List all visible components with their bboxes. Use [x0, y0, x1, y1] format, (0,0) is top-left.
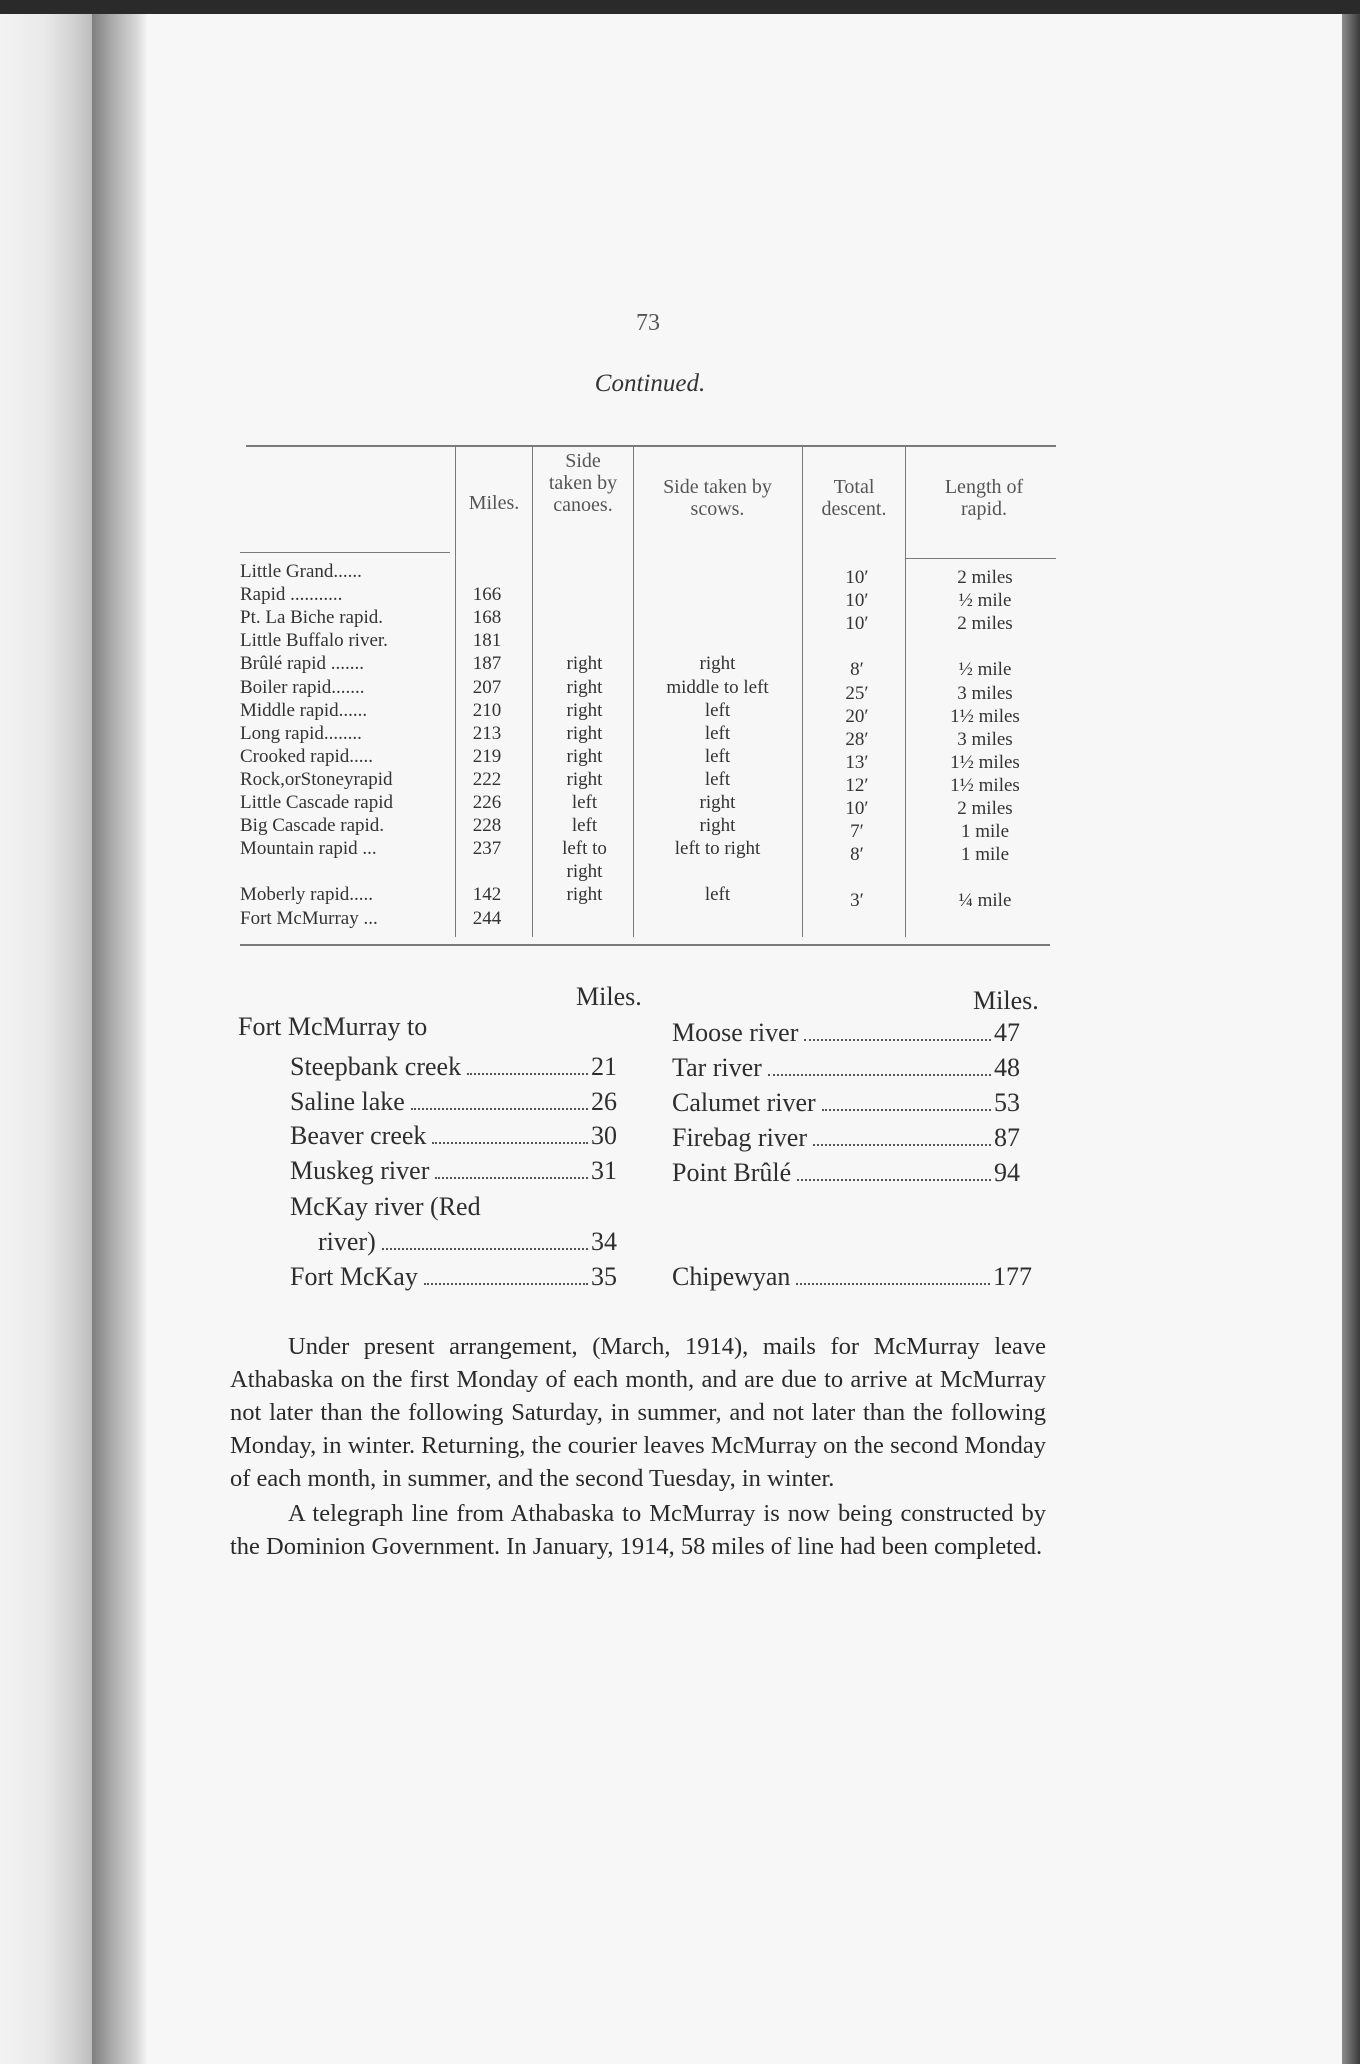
rapid-name: Crooked rapid.....: [240, 745, 373, 767]
place-name: Tar river: [672, 1053, 762, 1082]
column-divider: [633, 447, 634, 937]
cell-miles: 219: [472, 745, 502, 767]
cell-length: ¼ mile: [958, 890, 1012, 912]
distance-miles: 47: [994, 1018, 1020, 1047]
leader-dots: [411, 1108, 588, 1110]
cell-miles: 244: [472, 907, 502, 929]
cell-descent: 10′: [845, 613, 869, 635]
cell-canoes: left: [571, 815, 598, 837]
paragraph: Under present arrangement, (March, 1914), mails for McMurray leave Athabaska on the first Monday of each month, and are due to arrive at McMurray not later than the following Saturday, in summer, and not later than the following Monday, in winter. Returning, the courier leaves McMurray on the second Monday of each month, in summer, and the second Tuesday, in winter.: [230, 1333, 1046, 1492]
cell-miles: 181: [472, 630, 502, 652]
cell-descent: 7′: [850, 821, 864, 843]
distance-entry: [318, 1227, 617, 1257]
cell-descent: 10′: [845, 798, 869, 819]
cell-miles: 210: [472, 699, 502, 721]
cell-miles: 166: [472, 584, 502, 606]
rapid-name: Little Cascade rapid: [240, 792, 393, 813]
cell-scows: left: [704, 745, 731, 767]
cell-canoes: right: [566, 676, 603, 698]
rapid-name: Boiler rapid.......: [240, 676, 365, 698]
rapid-name: Little Grand......: [240, 561, 362, 582]
table-bottom-rule: [240, 944, 1050, 946]
leader-dots: [797, 1179, 991, 1181]
cell-scows: right: [699, 653, 736, 675]
rapid-name: Big Cascade rapid.: [240, 815, 385, 837]
rapid-name: Mountain rapid ...: [240, 838, 377, 860]
cell-scows: right: [699, 792, 736, 813]
body-text: [230, 1330, 1046, 1563]
leader-dots: [424, 1283, 588, 1285]
rapid-name: Long rapid........: [240, 722, 362, 744]
distance-entry: [672, 1158, 1020, 1188]
rapid-name: Rapid ...........: [240, 584, 343, 606]
place-name: Point Brûlé: [672, 1158, 792, 1187]
cell-canoes: right: [566, 699, 603, 721]
paragraph: A telegraph line from Athabaska to McMurray is now being constructed by the Dominion Government. In January, 1914, 58 miles of line had been completed.: [230, 1500, 1046, 1560]
rapid-name: Middle rapid......: [240, 699, 368, 721]
rapid-name: Pt. La Biche rapid.: [240, 607, 383, 629]
cell-length: ½ mile: [958, 659, 1012, 681]
cell-scows: left: [704, 722, 731, 744]
page-number: 73: [636, 310, 660, 336]
leader-dots: [804, 1039, 991, 1041]
cell-canoes: right: [566, 653, 603, 675]
cell-length: 1½ miles: [950, 774, 1020, 796]
cell-miles: 226: [472, 792, 502, 813]
cell-canoes: right: [566, 768, 603, 790]
leader-dots: [768, 1074, 991, 1076]
cell-length: 3 miles: [957, 682, 1013, 704]
scan-top-border: [0, 0, 1360, 14]
distance-miles: 53: [994, 1088, 1020, 1117]
book-gutter: [92, 14, 147, 2064]
place-name: Beaver creek: [290, 1121, 427, 1150]
cell-length: ½ mile: [958, 590, 1012, 612]
cell-miles: 228: [472, 815, 502, 837]
place-name: Firebag river: [672, 1123, 808, 1152]
cell-canoes: right: [566, 722, 603, 744]
place-name: Fort McKay: [290, 1262, 418, 1291]
place-name: Chipewyan: [672, 1262, 791, 1291]
rapid-name: Little Buffalo river.: [240, 630, 388, 652]
place-name: Saline lake: [290, 1087, 405, 1116]
cell-miles: 213: [472, 722, 502, 744]
header-side-canoes: Side taken by canoes.: [548, 450, 618, 516]
continued-heading: Continued.: [594, 370, 706, 397]
cell-length: 2 miles: [957, 798, 1013, 819]
cell-scows: right: [699, 815, 736, 837]
distance-miles: 35: [591, 1262, 617, 1291]
column-divider: [802, 447, 803, 937]
distance-miles: 94: [994, 1158, 1020, 1187]
cell-length: 2 miles: [957, 567, 1013, 588]
cell-canoes: left to: [562, 838, 607, 860]
distance-miles: 30: [591, 1121, 617, 1150]
distance-entry: [290, 1121, 617, 1151]
cell-descent: 25′: [845, 682, 869, 704]
distance-miles: 87: [994, 1123, 1020, 1152]
distance-entry: [290, 1156, 617, 1186]
cell-descent: 28′: [845, 728, 869, 750]
cell-miles: 168: [472, 607, 502, 629]
cell-length: 1 mile: [960, 844, 1010, 866]
cell-length: 1½ miles: [950, 751, 1020, 773]
distance-miles: 31: [591, 1156, 617, 1185]
cell-length: 1½ miles: [950, 705, 1020, 727]
distance-entry: [290, 1087, 617, 1117]
column-divider: [455, 447, 456, 937]
cell-length: 1 mile: [960, 821, 1010, 843]
distance-entry: [290, 1262, 617, 1292]
leader-dots: [813, 1144, 991, 1146]
distance-entry: [290, 1192, 617, 1222]
cell-descent: 10′: [845, 567, 869, 588]
cell-scows: left: [704, 768, 731, 790]
previous-page-edge: [0, 14, 92, 2064]
cell-scows: left: [704, 699, 731, 721]
cell-length: 2 miles: [957, 613, 1013, 635]
distance-entry: [672, 1018, 1020, 1048]
distance-miles: 34: [591, 1227, 617, 1256]
rapid-name: Rock,orStoneyrapid: [240, 768, 393, 790]
cell-scows: middle to left: [666, 676, 769, 698]
cell-scows: left to right: [674, 838, 761, 860]
cell-descent: 8′: [850, 844, 864, 866]
cell-canoes: right: [566, 745, 603, 767]
header-total-descent: Total descent.: [821, 476, 887, 520]
rapid-name: Fort McMurray ...: [240, 907, 378, 929]
leader-dots: [467, 1073, 588, 1075]
column-divider: [532, 447, 533, 937]
distance-miles: 48: [994, 1053, 1020, 1082]
column-divider: [905, 447, 906, 937]
place-name: Calumet river: [672, 1088, 816, 1117]
page-right-edge: [1342, 14, 1360, 2064]
leader-dots: [432, 1142, 588, 1144]
distance-entry: [290, 1052, 617, 1082]
cell-canoes: right: [566, 861, 603, 883]
cell-descent: 10′: [845, 590, 869, 612]
leader-dots: [822, 1109, 991, 1111]
header-miles: Miles.: [468, 492, 520, 514]
cell-descent: 20′: [845, 705, 869, 727]
cell-canoes: left: [571, 792, 598, 813]
rapid-name: Brûlé rapid .......: [240, 653, 365, 675]
leader-dots: [796, 1283, 990, 1285]
distance-miles: 26: [591, 1087, 617, 1116]
cell-miles: 142: [472, 884, 502, 906]
table-header-underline: [240, 552, 450, 553]
cell-canoes: right: [566, 884, 603, 906]
cell-descent: 8′: [850, 659, 864, 681]
miles-header-right: Miles.: [973, 986, 1039, 1015]
distance-entry: [672, 1088, 1020, 1118]
cell-miles: 237: [472, 838, 502, 860]
distance-entry: [672, 1123, 1020, 1153]
place-name: Moose river: [672, 1018, 799, 1047]
cell-miles: 187: [472, 653, 502, 675]
distance-entry: [672, 1053, 1020, 1083]
cell-descent: 13′: [845, 751, 869, 773]
cell-scows: left: [704, 884, 731, 906]
miles-header-left: Miles.: [576, 982, 642, 1011]
cell-miles: 222: [472, 768, 502, 790]
leader-dots: [435, 1177, 588, 1179]
leader-dots: [382, 1248, 588, 1250]
place-name: McKay river (Red: [290, 1192, 481, 1221]
cell-length: 3 miles: [957, 728, 1013, 750]
table-top-rule: [246, 445, 1056, 447]
place-name: river): [318, 1227, 376, 1256]
rapid-name: Moberly rapid.....: [240, 884, 373, 906]
cell-descent: 12′: [845, 774, 869, 796]
distance-entry: [672, 1262, 1032, 1292]
header-length-of-rapid: Length of rapid.: [944, 476, 1024, 520]
distances-from: Fort McMurray to: [238, 1012, 428, 1041]
header-side-scows: Side taken by scows.: [663, 476, 772, 520]
cell-miles: 207: [472, 676, 502, 698]
distance-miles: 177: [993, 1262, 1032, 1291]
cell-descent: 3′: [850, 890, 864, 912]
distance-miles: 21: [591, 1052, 617, 1081]
place-name: Steepbank creek: [290, 1052, 462, 1081]
place-name: Muskeg river: [290, 1156, 430, 1185]
table-header-underline: [906, 558, 1056, 559]
